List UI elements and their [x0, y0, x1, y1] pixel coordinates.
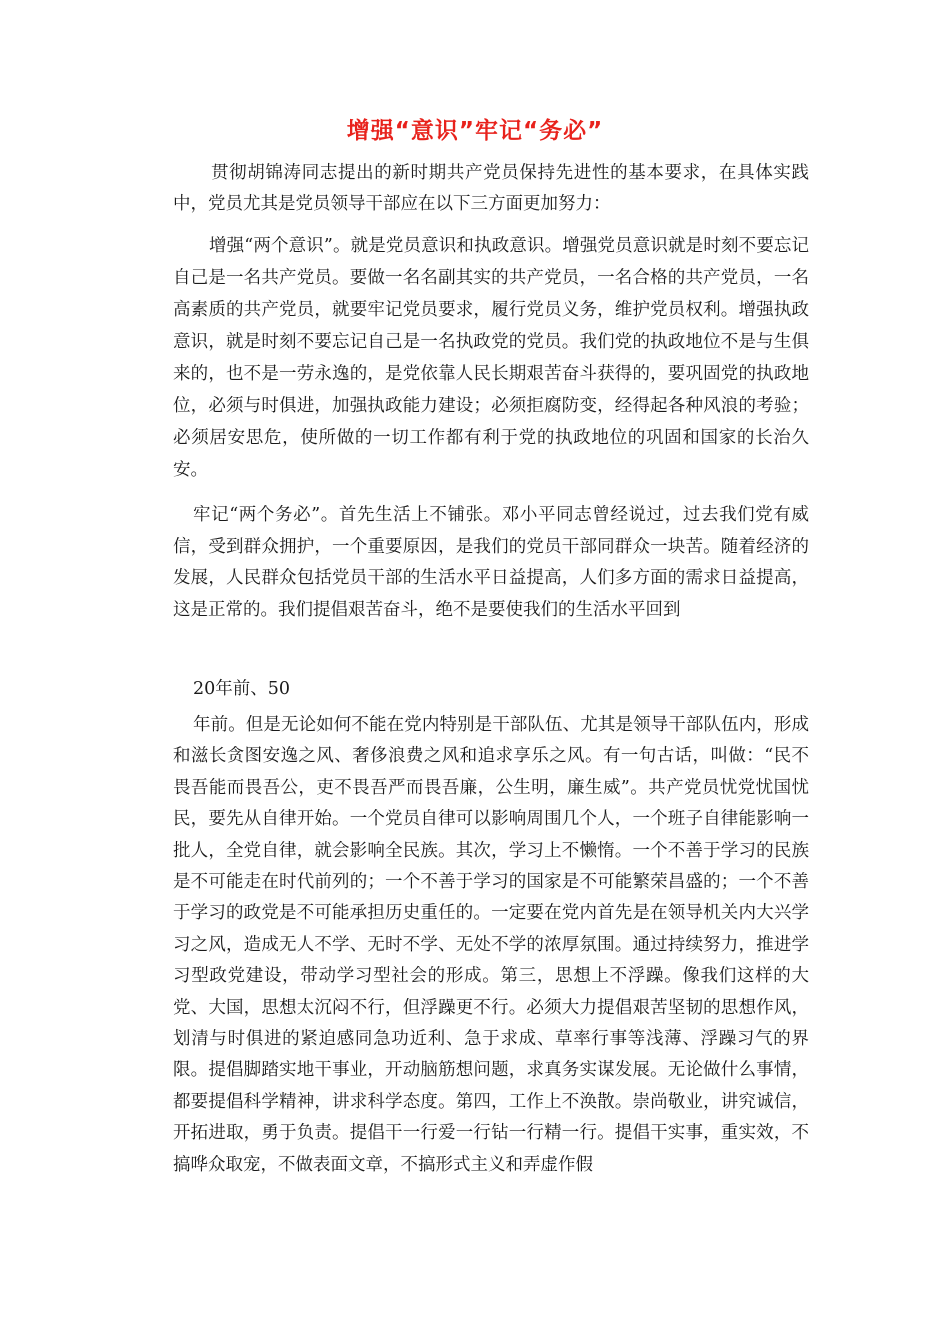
continuation-paragraph: 年前。但是无论如何不能在党内特别是干部队伍、尤其是领导干部队伍内，形成和滋长贪图安逸之风、奢侈浪费之风和追求享乐之风。有一句古话，叫做：“民不畏吾能而畏吾公，吏不畏吾严而畏吾廉，公生明，廉生威”。共产党员忧党忧国忧民，要先从自律开始。一个党员自律可以影响周围几个人，一个班子自律能影响一批人，全党自律，就会影响全民族。其次，学习上不懒惰。一个不善于学习的民族是不可能走在时代前列的；一个不善于学习的国家是不可能繁荣昌盛的；一个不善于学习的政党是不可能承担历史重任的。一定要在党内首先是在领导机关内大兴学习之风，造成无人不学、无时不学、无处不学的浓厚氛围。通过持续努力，推进学习型政党建设，带动学习型社会的形成。第三，思想上不浮躁。像我们这样的大党、大国，思想太沉闷不行，但浮躁更不行。必须大力提倡艰苦坚韧的思想作风，划清与时俱进的紧迫感同急功近利、急于求成、草率行事等浅薄、浮躁习气的界限。提倡脚踏实地干事业，开动脑筋想问题，求真务实谋发展。无论做什么事情，都要提倡科学精神，讲求科学态度。第四，工作上不涣散。崇尚敬业，讲究诚信，开拓进取，勇于负责。提倡干一行爱一行钻一行精一行。提倡干实事，重实效，不搞哗众取宠，不做表面文章，不搞形式主义和弄虚作假: [173, 715, 809, 1175]
awareness-paragraph: 增强“两个意识”。就是党员意识和执政意识。增强党员意识就是时刻不要忘记自己是一名共产党员。要做一名名副其实的共产党员，一名合格的共产党员，一名高素质的共产党员，就要牢记党员要求，履行党员义务，维护党员权利。增强执政意识，就是时刻不要忘记自己是一名执政党的党员。我们党的执政地位不是与生俱来的，也不是一劳永逸的，是党依靠人民长期艰苦奋斗获得的，要巩固党的执政地位，必须与时俱进，加强执政能力建设；必须拒腐防变，经得起各种风浪的考验；必须居安思危，使所做的一切工作都有利于党的执政地位的巩固和国家的长治久安。: [173, 236, 809, 480]
intro-paragraph: 贯彻胡锦涛同志提出的新时期共产党员保持先进性的基本要求，在具体实践中，党员尤其是党员领导干部应在以下三方面更加努力：: [173, 163, 809, 214]
years-fragment: 20年前、50: [193, 679, 291, 699]
document-title: 增强“意识”牢记“务必”: [346, 118, 604, 144]
must-paragraph: 牢记“两个务必”。首先生活上不铺张。邓小平同志曾经说过，过去我们党有威信，受到群众拥护，一个重要原因，是我们的党员干部同群众一块苦。随着经济的发展，人民群众包括党员干部的生活水平日益提高，人们多方面的需求日益提高，这是正常的。我们提倡艰苦奋斗，绝不是要使我们的生活水平回到: [173, 505, 809, 620]
